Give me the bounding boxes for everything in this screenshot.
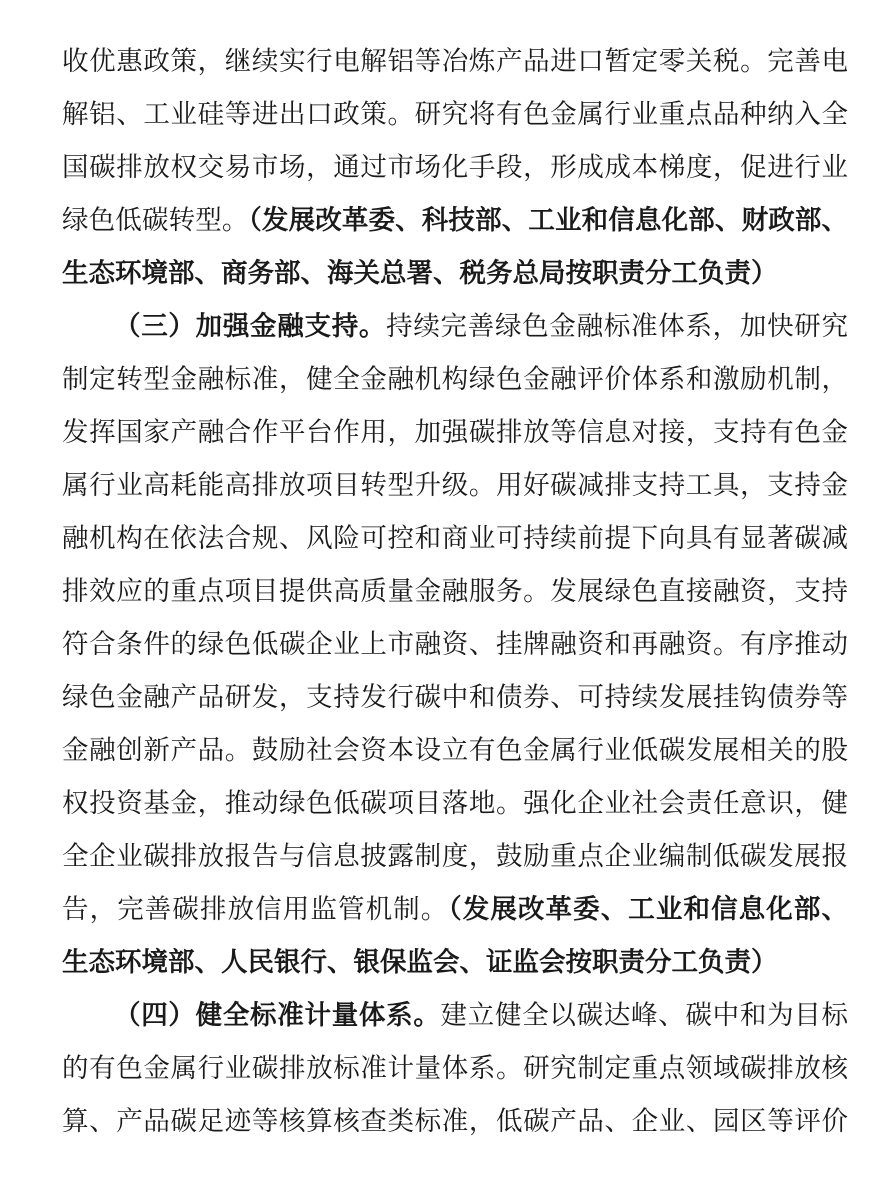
text-line: 解铝、工业硅等进出口政策。研究将有色金属行业重点品种纳入全 [62, 99, 848, 130]
text-segment: 建立健全以碳达峰、碳中和为目标 [440, 1000, 848, 1031]
text-line: 绿色金融产品研发，支持发行碳中和债券、可持续发展挂钩债券等 [62, 682, 848, 713]
responsible-departments: 生态环境部、商务部、海关总署、税务总局按职责分工负责） [62, 258, 778, 289]
responsible-departments: （发展改革委、工业和信息化部、 [448, 894, 848, 925]
text-segment: 绿色低碳转型。 [62, 205, 249, 236]
text-line: 融机构在依法合规、风险可控和商业可持续前提下向具有显著碳减 [62, 523, 848, 554]
text-line: 发挥国家产融合作平台作用，加强碳排放等信息对接，支持有色金 [62, 417, 848, 448]
text-line: 符合条件的绿色低碳企业上市融资、挂牌融资和再融资。有序推动 [62, 629, 848, 660]
section-heading: （四）健全标准计量体系。 [114, 1000, 441, 1031]
text-line: 国碳排放权交易市场，通过市场化手段，形成成本梯度，促进行业 [62, 152, 848, 183]
text-line: 金融创新产品。鼓励社会资本设立有色金属行业低碳发展相关的股 [62, 735, 848, 766]
text-line: 排效应的重点项目提供高质量金融服务。发展绿色直接融资，支持 [62, 576, 848, 607]
text-line: 制定转型金融标准，健全金融机构绿色金融评价体系和激励机制， [62, 364, 848, 395]
text-line: 的有色金属行业碳排放标准计量体系。研究制定重点领域碳排放核 [62, 1053, 848, 1084]
text-line: 权投资基金，推动绿色低碳项目落地。强化企业社会责任意识，健 [62, 788, 848, 819]
text-line [62, 884, 848, 936]
text-segment: 告，完善碳排放信用监管机制。 [62, 894, 449, 925]
responsible-departments: 生态环境部、人民银行、银保监会、证监会按职责分工负责） [62, 947, 778, 978]
section-paragraph [114, 301, 848, 353]
section-heading: （三）加强金融支持。 [114, 311, 387, 342]
text-line [62, 195, 848, 247]
section-paragraph [114, 990, 848, 1042]
text-line: 属行业高耗能高排放项目转型升级。用好碳减排支持工具，支持金 [62, 470, 848, 501]
text-line: 收优惠政策，继续实行电解铝等冶炼产品进口暂定零关税。完善电 [62, 46, 848, 77]
text-line: 算、产品碳足迹等核算核查类标准，低碳产品、企业、园区等评价 [62, 1106, 848, 1137]
responsible-departments: （发展改革委、科技部、工业和信息化部、财政部、 [248, 205, 848, 236]
text-segment: 持续完善绿色金融标准体系，加快研究 [386, 311, 848, 342]
text-line: 全企业碳排放报告与信息披露制度，鼓励重点企业编制低碳发展报 [62, 841, 848, 872]
